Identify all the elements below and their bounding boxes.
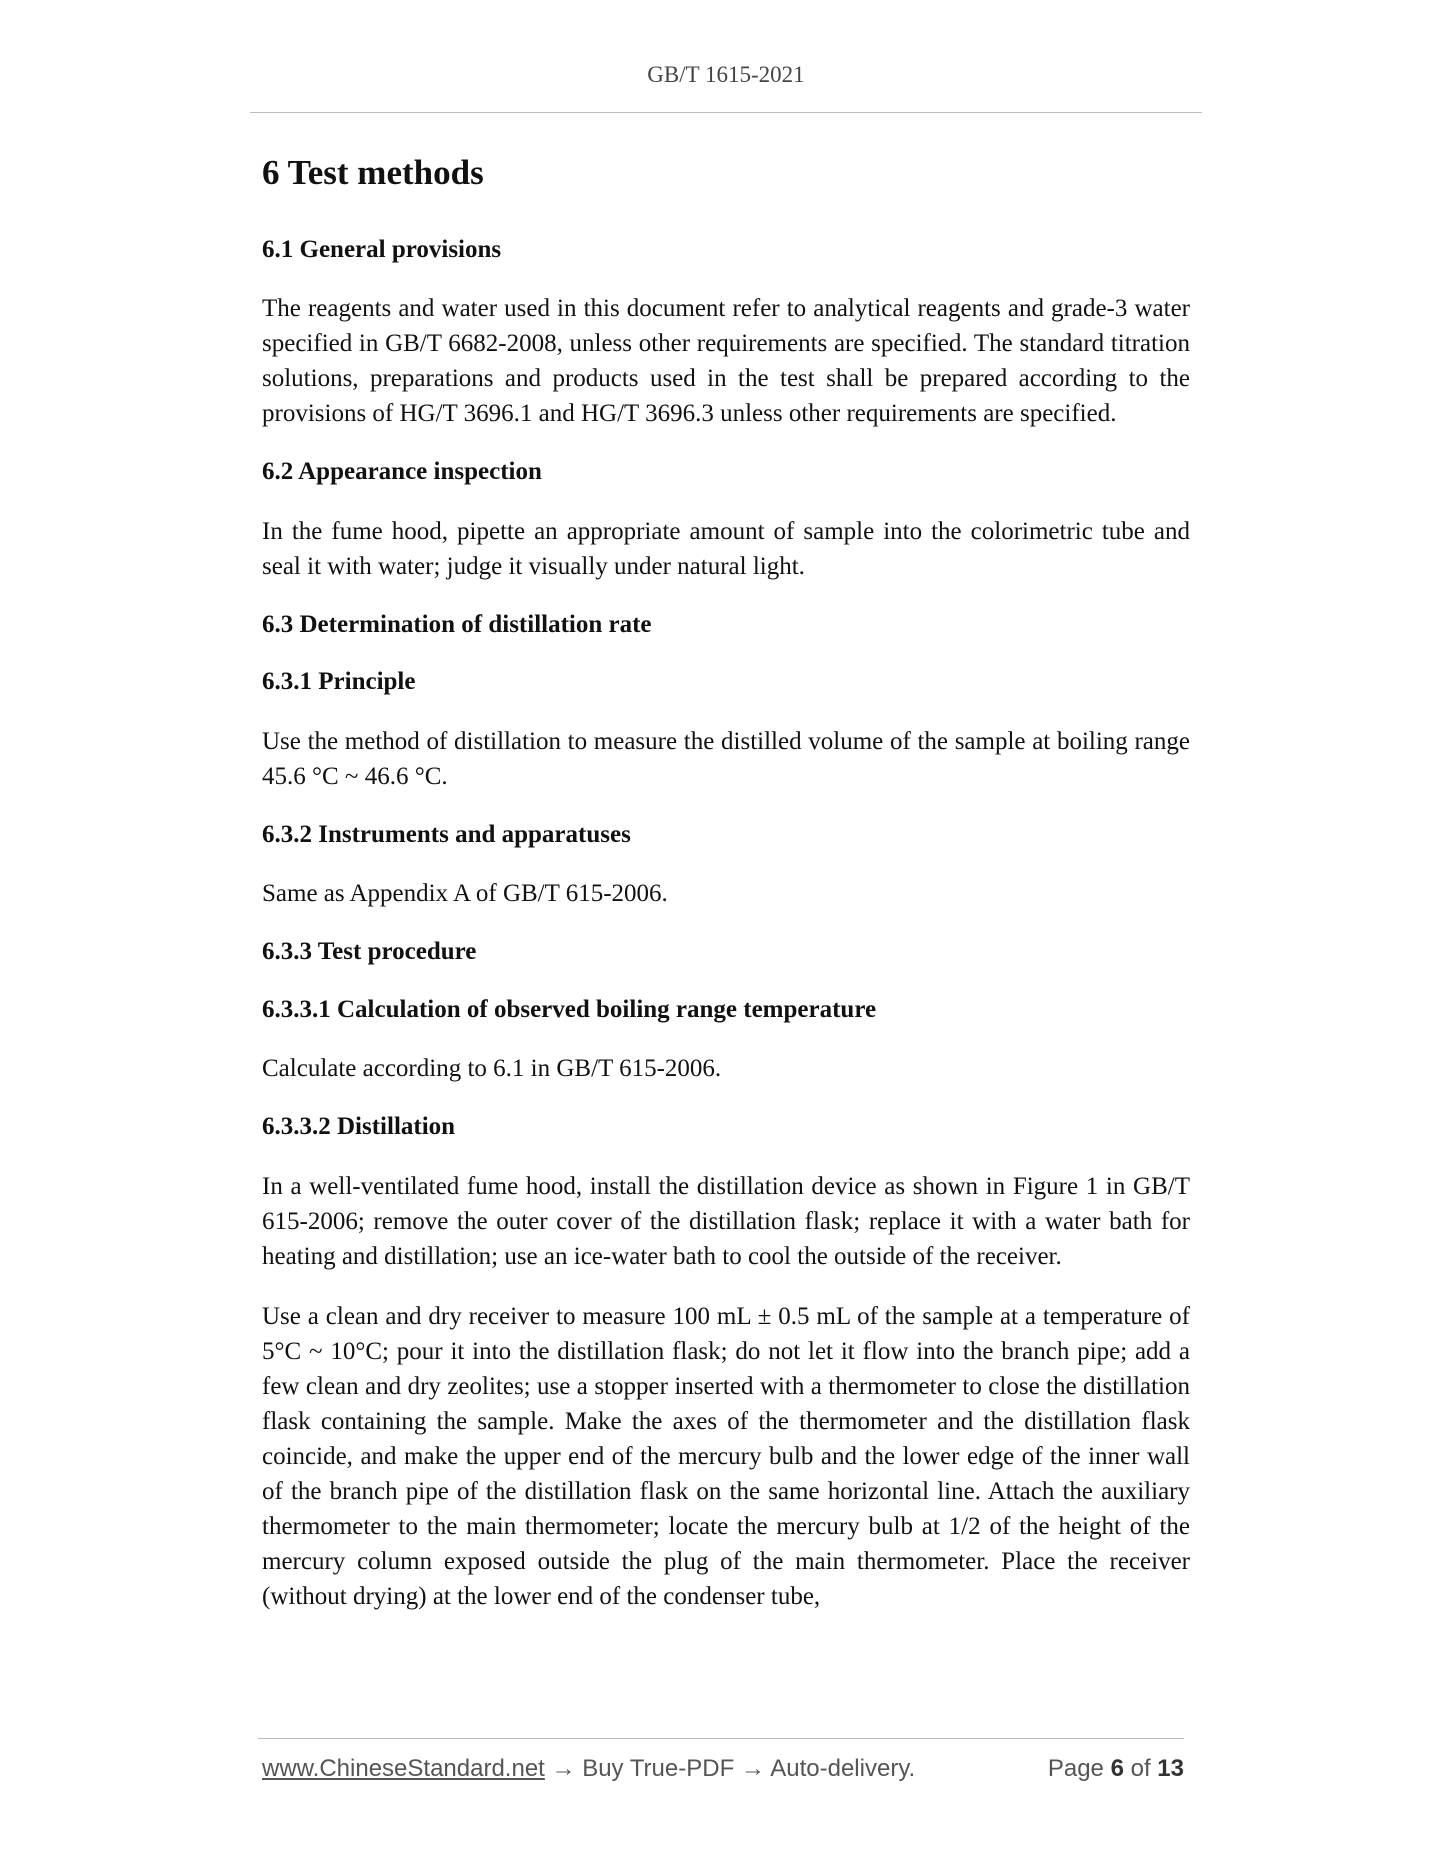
page-footer <box>262 1755 1184 1787</box>
paragraph: Calculate according to 6.1 in GB/T 615-2006. <box>262 1055 722 1082</box>
subsection-heading: 6.1 General provisions <box>262 235 502 263</box>
site-link[interactable]: www.ChineseStandard.net <box>262 1755 545 1782</box>
page-label: Page <box>1047 1755 1104 1782</box>
arrow-icon: → <box>544 1755 583 1782</box>
subsection-heading: 6.3.3 Test procedure <box>262 938 477 965</box>
of-label: of <box>1130 1755 1151 1782</box>
subsection-heading: 6.3 Determination of distillation rate <box>262 610 652 638</box>
total-pages: 13 <box>1157 1755 1184 1782</box>
paragraph: The reagents and water used in this document refer to analytical reagents and grade-3 water specified in GB/T 6682-2008, unless other requirements are specified. The standard titration solutions, preparations and products used in the test shall be prepared according to the provisions of HG/T 3696.1 and HG/T 3696.3 unless other requirements are specified. <box>262 295 1190 427</box>
paragraph: Use a clean and dry receiver to measure 100 mL ± 0.5 mL of the sample at a temperature of 5°C ~ 10°C; pour it into the distillation flask; do not let it flow into the branch pipe; add a few clean and dry zeolites; use a stopper inserted with a thermometer to close the distillation flask containing the sample. Make the axes of the thermometer and the distillation flask coincide, and make the upper end of the mercury bulb and the lower edge of the inner wall of the branch pipe of the distillation flask on the same horizontal line. Attach the auxiliary thermometer to the main thermometer; locate the mercury bulb at 1/2 of the height of the mercury column exposed outside the plug of the main thermometer. Place the receiver (without drying) at the lower end of the condenser tube, <box>262 1302 1190 1610</box>
paragraph: In the fume hood, pipette an appropriate amount of sample into the colorimetric tube and seal it with water; judge it visually under natural light. <box>262 517 1190 580</box>
footer-divider <box>258 1738 1184 1739</box>
footer-links <box>262 1755 915 1783</box>
paragraph: Same as Appendix A of GB/T 615-2006. <box>262 880 668 907</box>
paragraph: In a well-ventilated fume hood, install the distillation device as shown in Figure 1 in GB/T 615-2006; remove the outer cover of the distillation flask; replace it with a water bath for heating and distillation; use an ice-water bath to cool the outside of the receiver. <box>262 1172 1190 1270</box>
paragraph: Use the method of distillation to measure the distilled volume of the sample at boiling range 45.6 °C ~ 46.6 °C. <box>262 727 1190 790</box>
running-header: GB/T 1615-2021 <box>647 62 805 87</box>
subsection-heading: 6.3.2 Instruments and apparatuses <box>262 820 631 848</box>
subsection-heading: 6.3.1 Principle <box>262 668 416 695</box>
subsection-heading: 6.2 Appearance inspection <box>262 458 542 485</box>
document-body <box>262 150 1190 1639</box>
arrow-icon: → <box>734 1755 771 1782</box>
subsection-heading: 6.3.3.1 Calculation of observed boiling range temperature <box>262 995 877 1023</box>
section-title: 6 Test methods <box>262 153 484 192</box>
subsection-heading: 6.3.3.2 Distillation <box>262 1113 456 1140</box>
page-number <box>1048 1755 1184 1783</box>
buy-text: Buy True-PDF <box>582 1755 735 1782</box>
header-divider <box>250 112 1202 113</box>
delivery-text: Auto-delivery. <box>770 1755 916 1782</box>
current-page: 6 <box>1110 1755 1124 1782</box>
